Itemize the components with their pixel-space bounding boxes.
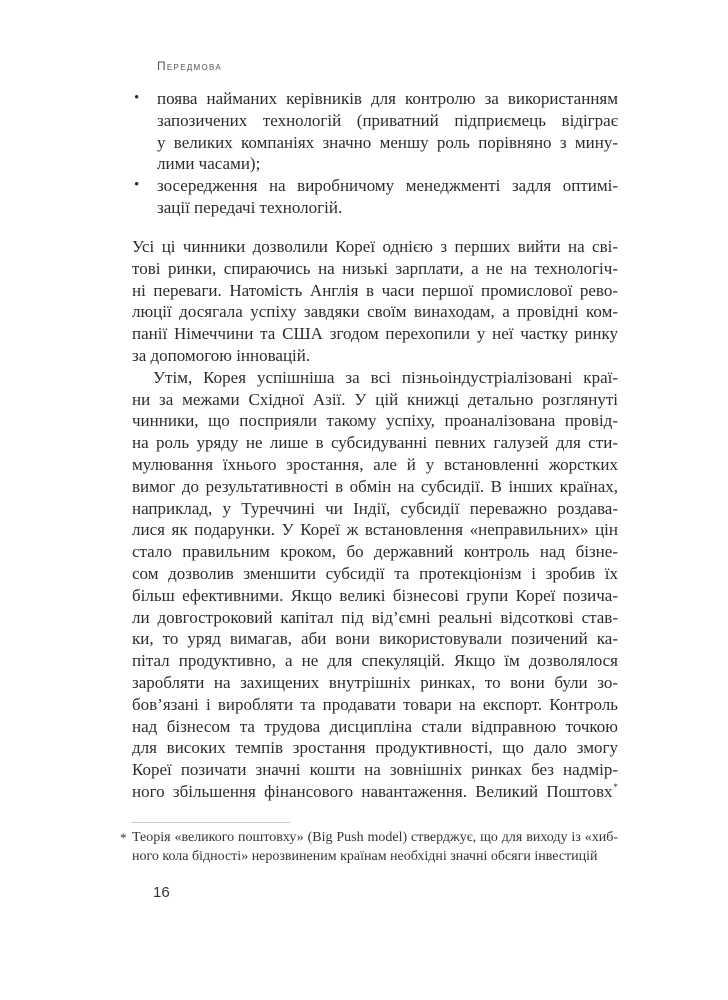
text-line: панії Німеччини та США згодом перехопили у неї частку ринку: [132, 324, 618, 344]
text-line: сом дозволив зменшити субсидії та протекціонізм і зробив їх: [132, 563, 618, 583]
text-line: пітал продуктивно, а не для спекуляцій. Якщо їм дозволялося: [132, 651, 618, 671]
text-line: вимог до результативності в обмін на субсидії. В інших країнах,: [132, 476, 618, 496]
page-number: 16: [153, 884, 170, 901]
text-line: більш ефективними. Якщо великі бізнесові групи Кореї позича-: [132, 585, 618, 605]
bullet-list: [134, 88, 618, 219]
text-line: зосередження на виробничому менеджменті задля оптимі-: [157, 176, 618, 196]
text-line: ли довгостроковий капітал під від’ємні реальні відсоткові став-: [132, 607, 618, 627]
text-line: поява найманих керівників для контролю за використанням: [157, 89, 618, 108]
footnote: [120, 828, 618, 866]
text-line: заробляти на захищених внутрішніх ринках, то вони були зо-: [132, 672, 618, 692]
text-line: запозичених технологій (приватний підприємець відіграє: [157, 110, 618, 130]
text-line: ні переваги. Натомість Англія в часи першої промислової рево-: [132, 280, 618, 300]
bullet-icon: •: [134, 90, 140, 106]
text-line: лими часами);: [157, 154, 261, 174]
footnote-line: ного кола бідності» нерозвиненим країнам необхідні значні обсяги інвестицій: [132, 849, 598, 864]
text-line: ки, то уряд вимагав, аби вони використовували позичений ка-: [132, 629, 618, 649]
footnote-divider: [132, 822, 290, 823]
text-line: мулювання їхнього зростання, але й у встановленні жорстких: [132, 454, 618, 474]
bullet-item: [134, 88, 618, 175]
footnote-line: Теорія «великого поштовху» (Big Push model) стверджує, що для виходу із «хиб-: [132, 830, 618, 845]
bullet-icon: •: [134, 177, 140, 194]
footnote-marker: *: [120, 830, 127, 845]
text-line: Кореї позичати значні кошти на зовнішніх ринках без надмір-: [132, 760, 618, 780]
body-text: [132, 236, 618, 803]
bullet-item: [134, 175, 618, 219]
text-line: Усі ці чинники дозволили Кореї однією з перших вийти на сві-: [132, 237, 618, 256]
text-line: для високих темпів зростання продуктивності, що дало змогу: [132, 738, 618, 758]
paragraph: [132, 236, 618, 367]
text-line: над бізнесом та трудова дисципліна стали відправною точкою: [132, 716, 618, 736]
text-line: чинники, що посприяли такому успіху, проаналізована провід-: [132, 411, 618, 431]
text-line-with-footnote-ref: [132, 781, 618, 803]
text-line: ни за межами Східної Азії. У цій книжці детально розглянуті: [132, 389, 618, 409]
running-header: Передмова: [157, 59, 223, 73]
text-line: Утім, Корея успішніша за всі пізньоіндустріалізовані краї-: [153, 367, 618, 387]
text-line: стало правильним кроком, бо державний контроль над бізне-: [132, 542, 618, 562]
text-line: зації передачі технологій.: [157, 197, 343, 217]
text-line: тові ринки, спираючись на низькі зарплати, а не на технологіч-: [132, 258, 618, 278]
text-line: бов’язані і виробляти та продавати товари на експорт. Контроль: [132, 694, 618, 714]
text-line-content: ного збільшення фінансового навантаження. Великий Поштовх: [132, 781, 613, 801]
paragraph: [132, 367, 618, 803]
text-line: люції досягала успіху завдяки своїм винаходам, а провідні ком-: [132, 302, 618, 322]
text-line: наприклад, у Туреччині чи Індії, субсидії переважно роздава-: [132, 498, 618, 518]
text-line: на роль уряду не лише в субсидуванні певних галузей для сти-: [132, 433, 618, 453]
text-line: лися як подарунки. У Кореї ж встановлення «неправильних» цін: [132, 520, 618, 540]
text-line: за допомогою інновацій.: [132, 345, 311, 365]
footnote-reference-marker[interactable]: *: [613, 781, 618, 792]
text-line: у великих компаніях значно меншу роль порівняно з мину-: [157, 132, 618, 152]
